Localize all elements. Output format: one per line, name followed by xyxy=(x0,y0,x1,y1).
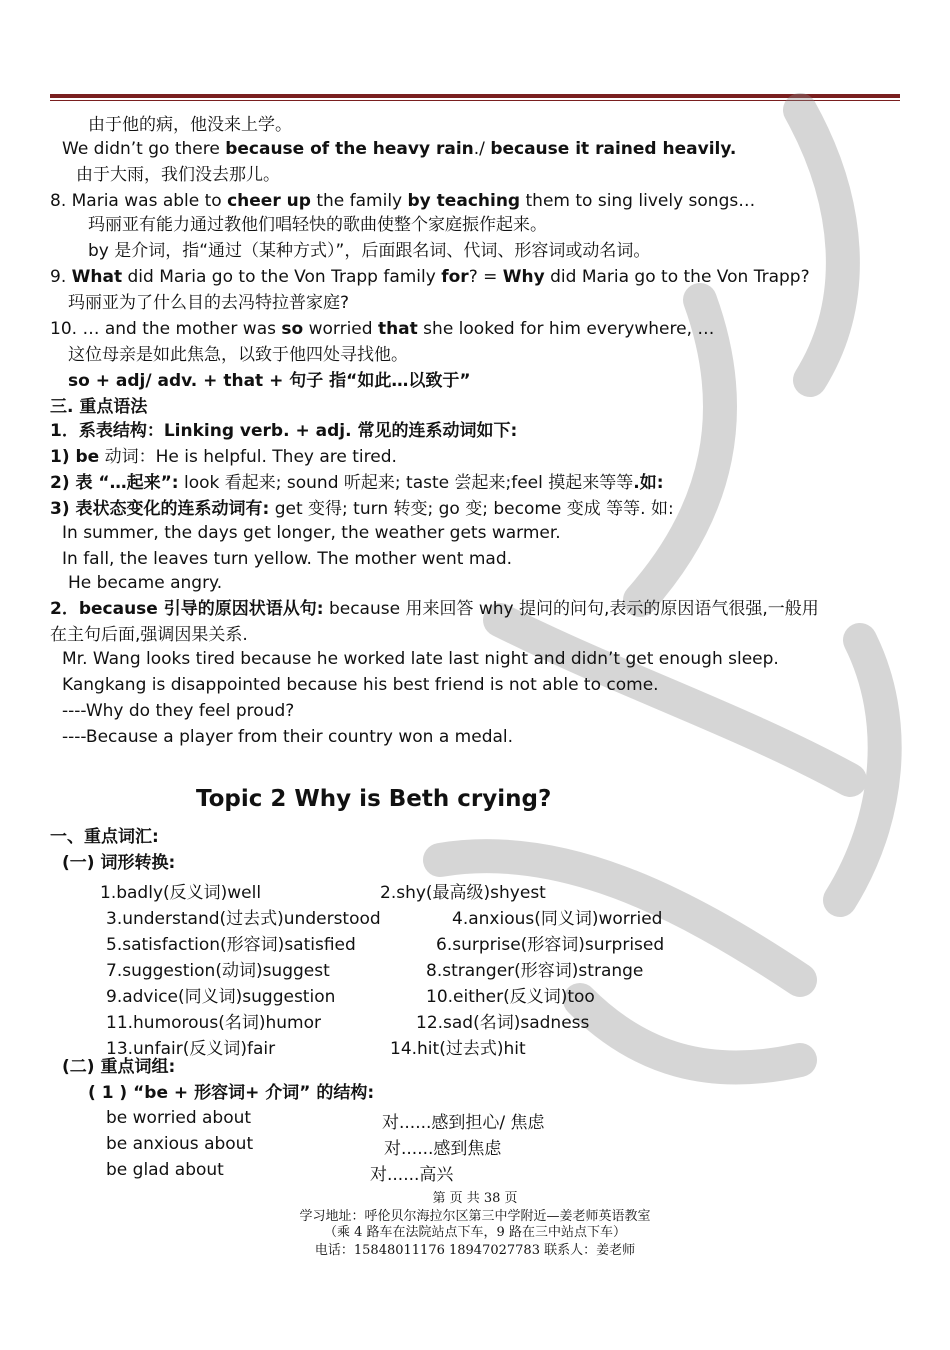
vocab-item: 7.suggestion(动词)suggest xyxy=(106,961,330,981)
body-line xyxy=(88,114,292,136)
body-line xyxy=(68,370,471,392)
text-run: she looked for him everywhere, … xyxy=(417,319,715,339)
text-run: the family xyxy=(310,191,408,211)
footer-bus: （乘 4 路车在法院站点下车，9 路在三中站点下车） xyxy=(324,1225,626,1240)
text-run: by teaching xyxy=(407,191,521,211)
section-vocab-heading: 一、重点词汇: xyxy=(50,827,159,847)
text-run: 9. xyxy=(50,267,72,287)
body-line xyxy=(50,472,664,494)
text-run: so xyxy=(281,319,304,339)
text-run: get 变得; turn 转变; go 变; become 变成 等等. 如: xyxy=(269,499,674,519)
body-line xyxy=(50,420,517,442)
vocab-item: 10.either(反义词)too xyxy=(426,987,595,1007)
vocab-item: 11.humorous(名词)humor xyxy=(106,1013,321,1033)
body-line xyxy=(68,292,349,314)
phrase-english: be glad about xyxy=(106,1160,224,1180)
text-run: In fall, the leaves turn yellow. The mother went mad. xyxy=(62,549,513,569)
phrase-chinese: 对......感到担心/ 焦虑 xyxy=(382,1113,545,1133)
vocab-item: 1.badly(反义词)well xyxy=(100,883,262,903)
text-run: 玛丽亚为了什么目的去冯特拉普家庭? xyxy=(68,293,350,313)
body-line xyxy=(50,598,819,620)
text-run: Mr. Wang looks tired because he worked late last night and didn’t get enough sleep. xyxy=(62,649,779,669)
topic-title: Topic 2 Why is Beth crying? xyxy=(196,786,552,812)
text-run: 1) be xyxy=(50,447,100,467)
body-line xyxy=(50,266,810,288)
text-run: 10. … and the mother was xyxy=(50,319,282,339)
vocab-item: 2.shy(最高级)shyest xyxy=(380,883,546,903)
body-line xyxy=(50,446,397,468)
text-run: 8. Maria was able to xyxy=(50,191,228,211)
text-run: by 是介词，指“通过（某种方式）”，后面跟名词、代词、形容词或动名词。 xyxy=(88,241,651,261)
text-run: them to sing lively songs… xyxy=(520,191,756,211)
vocab-item: 9.advice(同义词)suggestion xyxy=(106,987,336,1007)
body-line xyxy=(50,396,147,418)
text-run: He became angry. xyxy=(68,573,223,593)
phrase-structure-heading: ( 1 ) “be + 形容词+ 介词” 的结构: xyxy=(88,1083,375,1103)
vocab-item: 4.anxious(同义词)worried xyxy=(452,909,663,929)
text-run: so + adj/ adv. + that + 句子 指“如此…以致于” xyxy=(68,371,471,391)
vocab-item: 6.surprise(形容词)surprised xyxy=(436,935,665,955)
text-run: 三. 重点语法 xyxy=(50,397,148,417)
text-run: 由于他的病，他没来上学。 xyxy=(88,115,292,135)
text-run: because 用来回答 why 提问的问句,表示的原因语气很强,一般用 xyxy=(323,599,819,619)
phrase-chinese: 对......高兴 xyxy=(370,1165,454,1185)
body-line xyxy=(62,674,659,696)
vocab-item: 12.sad(名词)sadness xyxy=(416,1013,590,1033)
vocab-item: 13.unfair(反义词)fair xyxy=(106,1039,276,1059)
text-run: did Maria go to the Von Trapp family xyxy=(122,267,442,287)
text-run: because of the heavy rain xyxy=(225,139,474,159)
body-line xyxy=(68,344,408,366)
text-run: cheer up xyxy=(227,191,311,211)
text-run: In summer, the days get longer, the weather gets warmer. xyxy=(62,523,561,543)
vocab-item: 14.hit(过去式)hit xyxy=(390,1039,526,1059)
vocab-item: 8.stranger(形容词)strange xyxy=(426,961,644,981)
text-run: look 看起来; sound 听起来; taste 尝起来;feel 摸起来等等 xyxy=(178,473,634,493)
footer-phone: 电话：15848011176 18947027783 联系人：姜老师 xyxy=(314,1243,636,1258)
body-line xyxy=(50,318,714,340)
text-run: What xyxy=(71,267,123,287)
footer-address: 学习地址：呼伦贝尔海拉尔区第三中学附近—姜老师英语教室 xyxy=(299,1209,651,1224)
subsection-phrases: (二) 重点词组: xyxy=(62,1057,176,1077)
text-run: Kangkang is disappointed because his best friend is not able to come. xyxy=(62,675,659,695)
phrase-english: be anxious about xyxy=(106,1134,254,1154)
text-run: worried xyxy=(303,319,378,339)
text-run: because it rained heavily. xyxy=(490,139,737,159)
phrase-chinese: 对......感到焦虑 xyxy=(384,1139,502,1159)
body-line xyxy=(88,240,650,262)
body-line xyxy=(62,726,513,748)
text-run: .如: xyxy=(633,473,664,493)
vocab-item: 5.satisfaction(形容词)satisfied xyxy=(106,935,356,955)
text-run: 这位母亲是如此焦急，以致于他四处寻找他。 xyxy=(68,345,408,365)
body-line xyxy=(68,572,222,594)
text-run: ----Why do they feel proud? xyxy=(62,701,295,721)
body-line xyxy=(62,648,779,670)
text-run: 玛丽亚有能力通过教他们唱轻快的歌曲使整个家庭振作起来。 xyxy=(88,215,547,235)
text-run: Why xyxy=(502,267,545,287)
text-run: ----Because a player from their country won a medal. xyxy=(62,727,514,747)
text-run: ? = xyxy=(468,267,503,287)
text-run: 1．系表结构：Linking verb. + adj. 常见的连系动词如下: xyxy=(50,421,518,441)
vocab-item: 3.understand(过去式)understood xyxy=(106,909,381,929)
text-run: that xyxy=(377,319,418,339)
body-line xyxy=(62,138,736,160)
text-run: 2) 表 “…起来”: xyxy=(50,473,179,493)
body-line xyxy=(62,522,561,544)
text-run: did Maria go to the Von Trapp? xyxy=(544,267,810,287)
body-line xyxy=(50,498,674,520)
body-line xyxy=(76,164,280,186)
text-run: 在主句后面,强调因果关系. xyxy=(50,625,248,645)
text-run: 2．because 引导的原因状语从句: xyxy=(50,599,324,619)
footer-page-number: 第 页 共 38 页 xyxy=(432,1191,518,1206)
text-run: ./ xyxy=(473,139,491,159)
body-line xyxy=(50,624,248,646)
body-line xyxy=(62,548,512,570)
body-line xyxy=(50,190,755,212)
subsection-word-forms: (一) 词形转换: xyxy=(62,853,176,873)
phrase-english: be worried about xyxy=(106,1108,252,1128)
text-run: for xyxy=(441,267,469,287)
text-run: 动词：He is helpful. They are tired. xyxy=(99,447,397,467)
text-run: We didn’t go there xyxy=(62,139,226,159)
text-run: 由于大雨，我们没去那儿。 xyxy=(76,165,280,185)
text-run: 3) 表状态变化的连系动词有: xyxy=(50,499,270,519)
body-line xyxy=(88,214,547,236)
body-line xyxy=(62,700,294,722)
